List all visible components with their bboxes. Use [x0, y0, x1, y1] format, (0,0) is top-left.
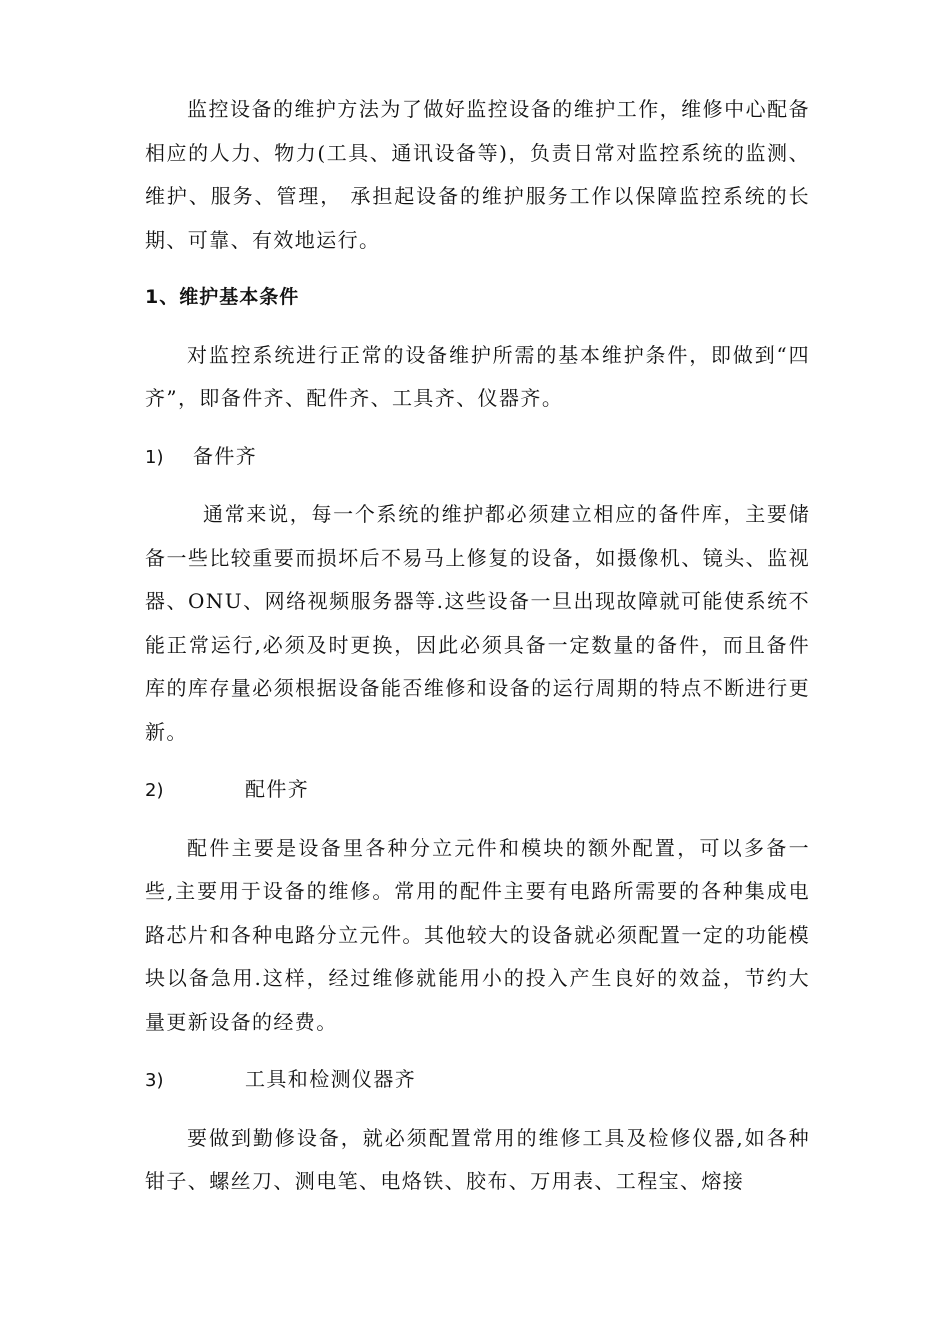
item-number: 2)	[145, 780, 164, 801]
item-label: 配件齐	[245, 777, 310, 801]
section-paragraph: 对监控系统进行正常的设备维护所需的基本维护条件，即做到“四齐”，即备件齐、配件齐、工具齐、仪器齐。	[145, 342, 810, 410]
list-item-heading	[145, 435, 810, 480]
intro-paragraph: 监控设备的维护方法为了做好监控设备的维护工作，维修中心配备相应的人力、物力(工具、通讯设备等)，负责日常对监控系统的监测、维护、服务、管理， 承担起设备的维护服务工作以保障监控系统的长期、可靠、有效地运行。	[145, 97, 810, 252]
section-heading: 1、维护基本条件	[145, 286, 300, 308]
item-paragraph: 配件主要是设备里各种分立元件和模块的额外配置，可以多备一些,主要用于设备的维修。常用的配件主要有电路所需要的各种集成电路芯片和各种电路分立元件。其他较大的设备就必须配置一定的功能模块以备急用.这样，经过维修就能用小的投入产生良好的效益，节约大量更新设备的经费。	[145, 835, 810, 1034]
item-label: 工具和检测仪器齐	[245, 1067, 417, 1091]
item-number: 3)	[145, 1070, 164, 1091]
item-number: 1)	[145, 446, 164, 468]
item-paragraph: 要做到勤修设备，就必须配置常用的维修工具及检修仪器,如各种钳子、螺丝刀、测电笔、电烙铁、胶布、万用表、工程宝、熔接	[145, 1125, 810, 1193]
item-paragraph: 通常来说，每一个系统的维护都必须建立相应的备件库，主要储备一些比较重要而损坏后不易马上修复的设备，如摄像机、镜头、监视器、ONU、网络视频服务器等.这些设备一旦出现故障就可能使系统不能正常运行,必须及时更换，因此必须具备一定数量的备件，而且备件库的库存量必须根据设备能否维修和设备的运行周期的特点不断进行更新。	[145, 502, 810, 744]
list-item-heading	[145, 768, 810, 813]
item-label: 备件齐	[193, 443, 258, 468]
document-page	[145, 88, 810, 1218]
list-item-heading	[145, 1058, 810, 1103]
